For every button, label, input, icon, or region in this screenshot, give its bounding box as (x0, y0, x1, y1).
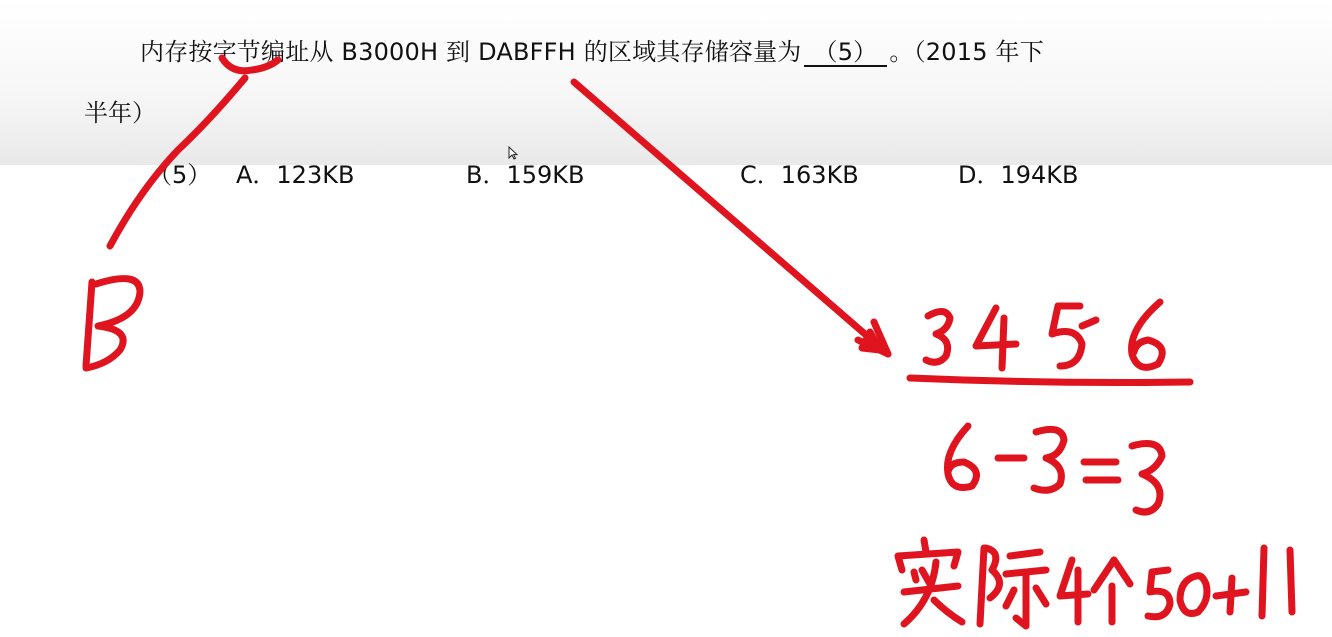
ink-note (898, 540, 1292, 626)
ink-divider (910, 378, 1190, 383)
ink-underline-byte (222, 58, 278, 71)
ink-arrow (574, 82, 888, 354)
answer-blank: （5） (804, 39, 888, 67)
ink-equation (947, 426, 1162, 512)
question-number: （5） (148, 161, 212, 189)
question-suffix: 。（2015 年下 (889, 38, 1044, 66)
ink-answer-b (86, 279, 140, 368)
ink-pointer-line (110, 78, 245, 246)
option-c: C．163KB (740, 161, 859, 189)
question-line-2: 半年） (84, 99, 156, 127)
option-b: B．159KB (466, 161, 585, 189)
option-d: D．194KB (958, 161, 1079, 189)
ink-digits (926, 302, 1162, 368)
option-a: A．123KB (236, 161, 355, 189)
question-text: 内存按字节编址从 B3000H 到 DABFFH 的区域其存储容量为 (140, 38, 802, 66)
